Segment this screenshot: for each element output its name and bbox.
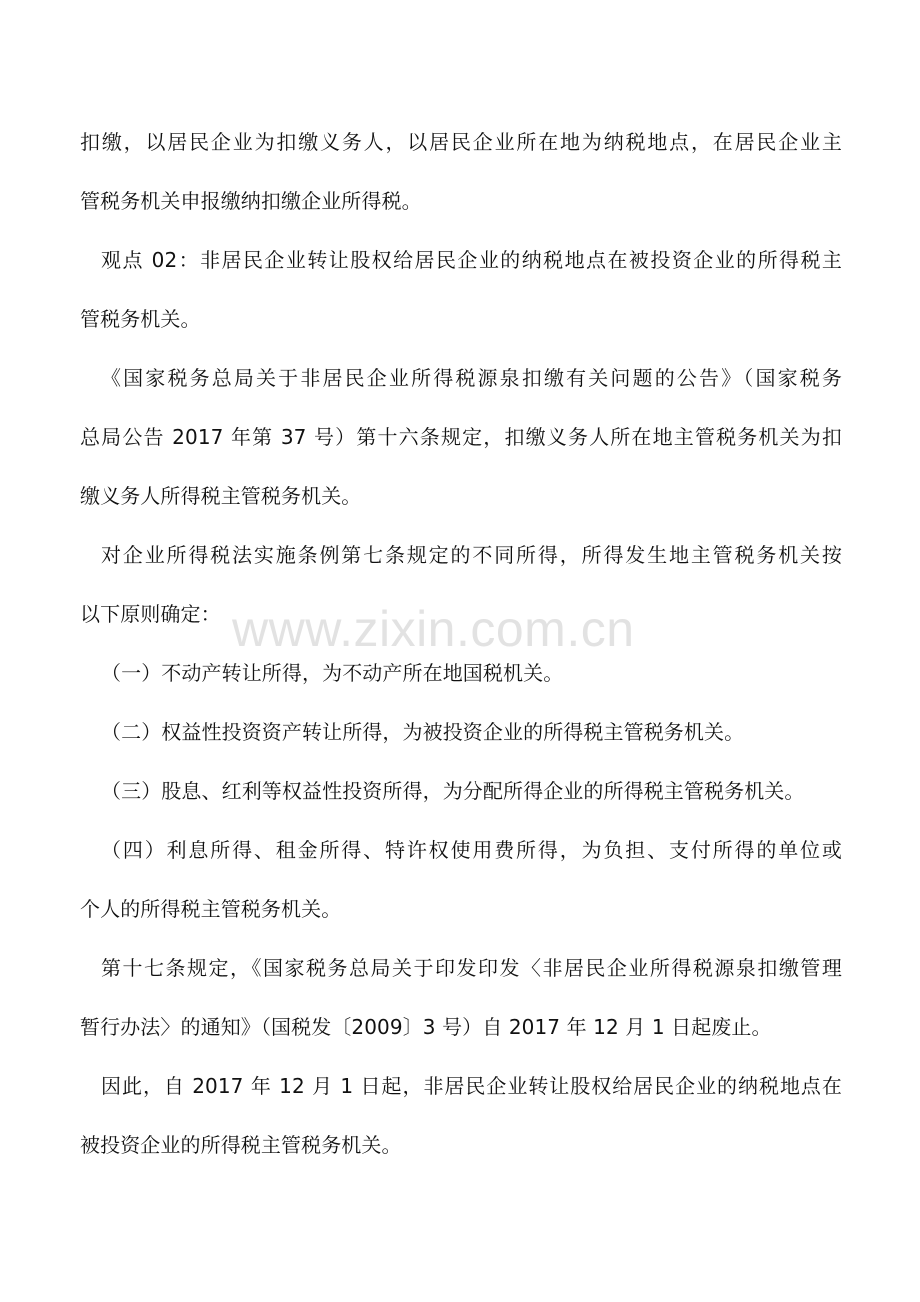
text-line: （一）不动产转让所得，为不动产所在地国税机关。 bbox=[101, 661, 564, 685]
text-line: 暂行办法〉的通知》（国税发〔2009〕3 号）自 2017 年 12 月 1 日起废止。 bbox=[80, 1015, 772, 1039]
text-line: （四）利息所得、租金所得、特许权使用费所得，为负担、支付所得的单位或 bbox=[101, 838, 842, 862]
text-line: 对企业所得税法实施条例第七条规定的不同所得，所得发生地主管税务机关按 bbox=[101, 543, 842, 567]
text-line: 被投资企业的所得税主管税务机关。 bbox=[80, 1133, 402, 1157]
text-line: 管税务机关申报缴纳扣缴企业所得税。 bbox=[80, 189, 422, 213]
document-body bbox=[80, 113, 842, 1175]
text-line: 个人的所得税主管税务机关。 bbox=[80, 897, 342, 921]
text-line: 管税务机关。 bbox=[80, 307, 201, 331]
text-line: 扣缴，以居民企业为扣缴义务人，以居民企业所在地为纳税地点，在居民企业主 bbox=[80, 130, 842, 154]
text-line: 以下原则确定： bbox=[80, 602, 221, 626]
text-line: 第十七条规定，《国家税务总局关于印发印发〈非居民企业所得税源泉扣缴管理 bbox=[101, 956, 842, 980]
text-line: 观点 02：非居民企业转让股权给居民企业的纳税地点在被投资企业的所得税主 bbox=[101, 248, 842, 272]
text-line: （三）股息、红利等权益性投资所得，为分配所得企业的所得税主管税务机关。 bbox=[101, 779, 805, 803]
text-line: 《国家税务总局关于非居民企业所得税源泉扣缴有关问题的公告》（国家税务 bbox=[101, 366, 842, 390]
text-line: 因此，自 2017 年 12 月 1 日起，非居民企业转让股权给居民企业的纳税地点在 bbox=[101, 1074, 842, 1098]
text-line: 缴义务人所得税主管税务机关。 bbox=[80, 484, 362, 508]
text-line: 总局公告 2017 年第 37 号）第十六条规定，扣缴义务人所在地主管税务机关为扣 bbox=[80, 425, 842, 449]
watermark-text: www.zixin.com.cn bbox=[232, 601, 635, 657]
text-line: （二）权益性投资资产转让所得，为被投资企业的所得税主管税务机关。 bbox=[101, 720, 745, 744]
